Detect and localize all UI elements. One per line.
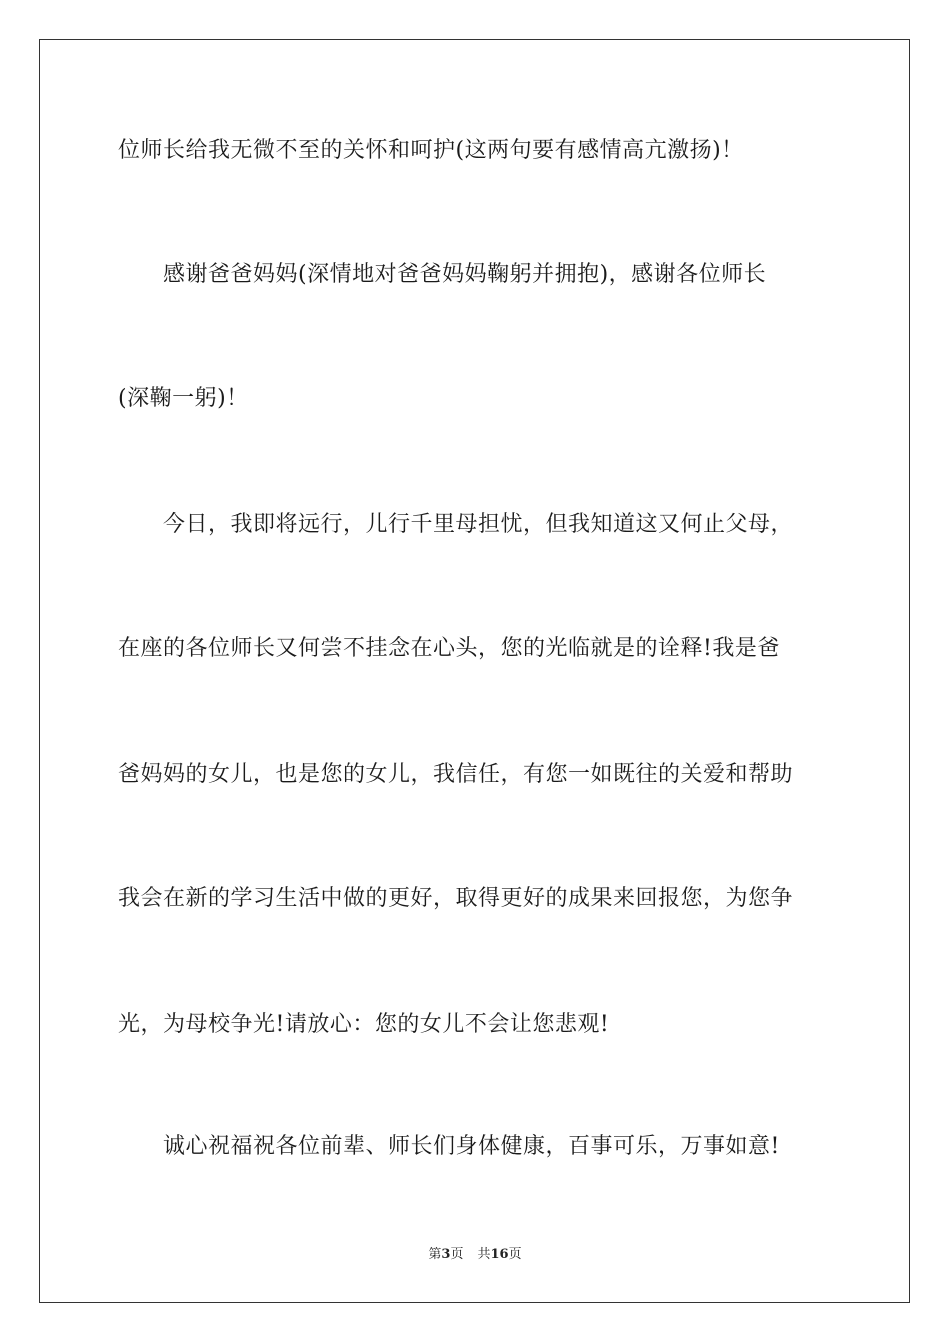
footer-total-prefix: 共 <box>477 1247 491 1262</box>
paragraph-line-3: (深鞠一躬)！ <box>118 386 249 411</box>
paragraph-line-9: 诚心祝福祝各位前辈、师长们身体健康，百事可乐，万事如意! <box>163 1134 780 1159</box>
paragraph-line-2: 感谢爸爸妈妈(深情地对爸爸妈妈鞠躬并拥抱)，感谢各位师长 <box>163 262 767 287</box>
footer-total-suffix: 页 <box>508 1247 522 1262</box>
page-border <box>39 39 910 1303</box>
paragraph-line-1: 位师长给我无微不至的关怀和呵护(这两句要有感情高亢激扬)！ <box>118 138 744 163</box>
paragraph-line-8: 光，为母校争光!请放心：您的女儿不会让您悲观! <box>118 1012 610 1037</box>
paragraph-line-6: 爸妈妈的女儿，也是您的女儿，我信任，有您一如既往的关爱和帮助 <box>118 762 794 787</box>
paragraph-line-5: 在座的各位师长又何尝不挂念在心头，您的光临就是的诠释!我是爸 <box>118 636 780 661</box>
footer-page-number: 3 <box>441 1247 451 1262</box>
page-footer <box>0 1246 950 1264</box>
footer-page-suffix: 页 <box>450 1247 464 1262</box>
footer-page-prefix: 第 <box>428 1247 442 1262</box>
paragraph-line-4: 今日，我即将远行，儿行千里母担忧，但我知道这又何止父母， <box>163 512 794 537</box>
paragraph-line-7: 我会在新的学习生活中做的更好，取得更好的成果来回报您，为您争 <box>118 886 794 911</box>
footer-total-pages: 16 <box>490 1247 509 1262</box>
